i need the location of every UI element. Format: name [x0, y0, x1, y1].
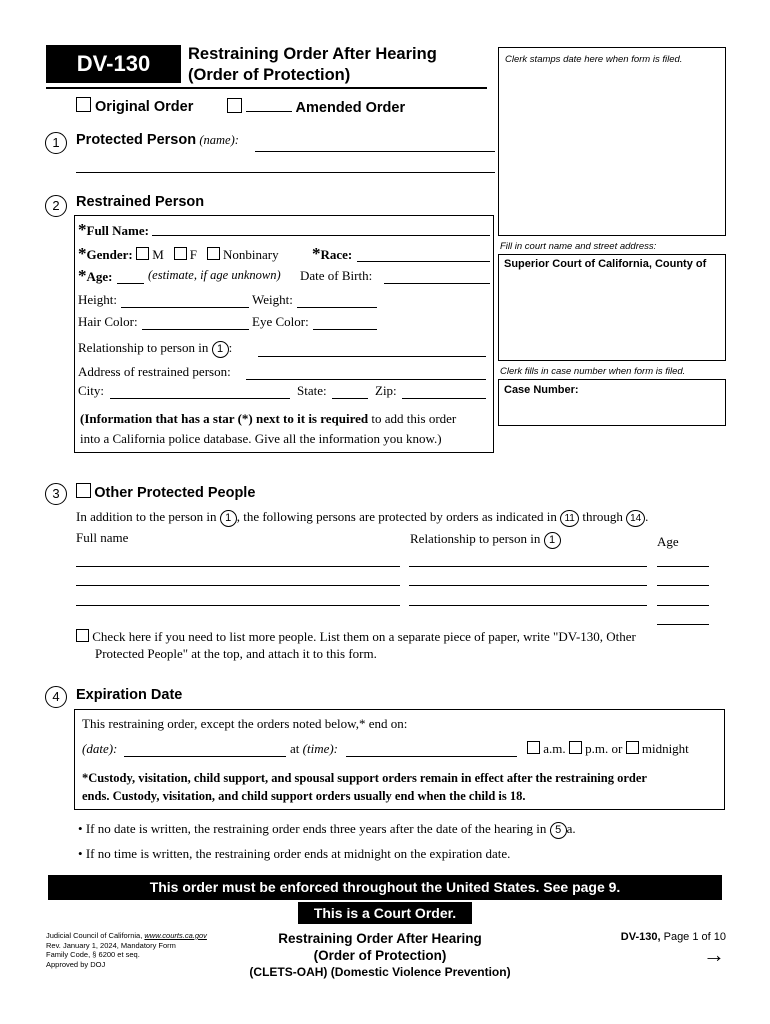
- enforce-banner-text: This order must be enforced throughout the United States. See page 9.: [149, 879, 621, 895]
- section-3-title: Other Protected People: [94, 485, 256, 501]
- at-time-row: [290, 741, 338, 757]
- bullet-1: • If no date is written, the restraining order ends three years after the date of the hearing in 5 a.: [78, 821, 576, 839]
- eye-line[interactable]: [313, 329, 377, 330]
- amended-order-label: Amended Order: [295, 100, 406, 116]
- section-4-title: Expiration Date: [76, 687, 183, 703]
- clerk-stamp-note: Clerk stamps date here when form is filed.: [505, 54, 683, 65]
- pm-label: p.m. or: [585, 741, 623, 756]
- section-3-intro: In addition to the person in 1 , the following persons are protected by orders as indicated in 11 through 14 .: [76, 509, 648, 527]
- col-age: Age: [657, 534, 679, 549]
- full-name-row: [78, 220, 149, 240]
- col-full-name: Full name: [76, 530, 129, 545]
- address-label: Address of restrained person:: [78, 364, 231, 379]
- gender-label: Gender:: [86, 247, 133, 262]
- expiration-time-line[interactable]: [346, 756, 517, 757]
- court-name-box[interactable]: [498, 254, 726, 361]
- intro-ref-1-icon: 1: [220, 510, 237, 527]
- custody-note-2: ends. Custody, visitation, and child support orders usually end when the child is 18.: [82, 789, 526, 803]
- footer-page-number: Page 1 of 10: [663, 931, 726, 943]
- amended-order-number-line[interactable]: [246, 99, 292, 112]
- gender-f-checkbox[interactable]: [174, 247, 187, 260]
- gender-star: *: [78, 244, 87, 263]
- protected-person-name-line2[interactable]: [76, 172, 495, 173]
- height-label: Height:: [78, 292, 117, 307]
- intro-text-a: In addition to the person in: [76, 509, 217, 524]
- time-period-row: [527, 741, 689, 757]
- expiration-date-line[interactable]: [124, 756, 286, 757]
- city-line[interactable]: [110, 398, 290, 399]
- age-label: Age:: [86, 269, 113, 284]
- col-relationship: [410, 531, 561, 549]
- more-people-text-1: Check here if you need to list more people. List them on a separate piece of paper, write "DV-130, Other: [92, 629, 636, 644]
- race-star: *: [312, 244, 321, 263]
- custody-note-1: *Custody, visitation, child support, and spousal support orders remain in effect after the restraining order: [82, 771, 647, 785]
- dob-line[interactable]: [384, 283, 490, 284]
- enforce-banner: [48, 875, 722, 900]
- section-2-number: 2: [45, 195, 67, 217]
- section-4-number: 4: [45, 686, 67, 708]
- weight-label: Weight:: [252, 292, 293, 307]
- pm-checkbox[interactable]: [569, 741, 582, 754]
- person-name-line-2[interactable]: [76, 585, 400, 586]
- court-name-note: Fill in court name and street address:: [500, 241, 657, 252]
- gender-f-label: F: [189, 247, 198, 262]
- court-name-label: Superior Court of California, County of: [504, 258, 707, 270]
- intro-text-c: through: [582, 509, 623, 524]
- expiration-line1: This restraining order, except the orders noted below,* end on:: [82, 716, 408, 731]
- footer-council: Judicial Council of California,: [46, 931, 143, 940]
- section-3-number: 3: [45, 483, 67, 505]
- midnight-checkbox[interactable]: [626, 741, 639, 754]
- more-people-text-2: Protected People" at the top, and attach it to this form.: [95, 646, 377, 661]
- race-label: Race:: [320, 247, 353, 262]
- gender-nonbinary-checkbox[interactable]: [207, 247, 220, 260]
- section-1-number: 1: [45, 132, 67, 154]
- gender-m-checkbox[interactable]: [136, 247, 149, 260]
- more-people-checkbox[interactable]: [76, 629, 89, 642]
- date-hint: (date):: [82, 741, 118, 756]
- original-order-checkbox[interactable]: [76, 97, 91, 112]
- section-1-title: Protected Person: [76, 132, 197, 148]
- height-line[interactable]: [121, 307, 249, 308]
- age-hint: (estimate, if age unknown): [148, 268, 281, 282]
- full-name-line[interactable]: [152, 235, 490, 236]
- footer-code: Family Code, § 6200 et seq.: [46, 950, 140, 959]
- race-line[interactable]: [357, 261, 490, 262]
- bullet-1-suffix: a.: [566, 821, 576, 836]
- race-row: [312, 244, 352, 264]
- form-id: DV-130: [76, 51, 151, 76]
- gender-row: [78, 244, 279, 264]
- amended-order-checkbox[interactable]: [227, 98, 242, 113]
- original-order-label: Original Order: [95, 99, 194, 115]
- person-age-line-1[interactable]: [657, 566, 709, 567]
- court-order-banner-text: This is a Court Order.: [313, 905, 457, 921]
- address-line[interactable]: [246, 379, 486, 380]
- bullet-2: • If no time is written, the restraining order ends at midnight on the expiration date.: [78, 846, 511, 861]
- other-protected-checkbox[interactable]: [76, 483, 91, 498]
- gender-m-label: M: [152, 247, 164, 262]
- form-title-line1: Restraining Order After Hearing: [188, 45, 437, 63]
- age-row: [78, 266, 113, 286]
- midnight-label: midnight: [641, 741, 689, 756]
- relationship-line[interactable]: [258, 356, 486, 357]
- city-label: City:: [78, 383, 105, 398]
- more-people-row: [76, 628, 636, 662]
- required-note-bold: (Information that has a star (*) next to it is required: [80, 411, 369, 426]
- gender-nonbinary-label: Nonbinary: [223, 247, 279, 262]
- person-rel-line-3[interactable]: [409, 605, 647, 606]
- dob-label: Date of Birth:: [300, 268, 373, 283]
- relationship-ref-icon: 1: [212, 341, 229, 358]
- bullet-1-text: If no date is written, the restraining order ends three years after the date of the hearing in: [85, 821, 547, 836]
- form-title-line2: (Order of Protection): [188, 66, 351, 84]
- section-1-title-row: [76, 132, 239, 148]
- full-name-star: *: [78, 220, 87, 239]
- section-3-title-row: [76, 483, 255, 501]
- full-name-label: Full Name:: [86, 223, 149, 238]
- required-note: [80, 409, 456, 449]
- col-relationship-label: Relationship to person in: [410, 531, 541, 546]
- section-1-name-hint: (name):: [199, 133, 239, 147]
- age-line[interactable]: [117, 283, 144, 284]
- person-rel-line-1[interactable]: [409, 566, 647, 567]
- amended-order-row: [227, 98, 405, 116]
- person-age-line-4[interactable]: [657, 624, 709, 625]
- court-order-banner: [298, 902, 472, 924]
- bullet-1-ref-icon: 5: [550, 822, 567, 839]
- relationship-label: Relationship to person in: [78, 340, 209, 355]
- footer-title: [230, 930, 530, 981]
- time-hint: (time):: [302, 741, 339, 756]
- footer-title-2: (Order of Protection): [313, 948, 447, 963]
- section-2-title: Restrained Person: [76, 194, 205, 210]
- intro-ref-11-icon: 11: [560, 510, 579, 527]
- am-label: a.m.: [543, 741, 566, 756]
- footer-left: [46, 931, 207, 969]
- case-number-label: Case Number:: [504, 384, 579, 396]
- footer-title-1: Restraining Order After Hearing: [278, 931, 482, 946]
- header-rule: [46, 87, 487, 89]
- relationship-row: Relationship to person in 1 :: [78, 340, 232, 358]
- intro-text-b: , the following persons are protected by orders as indicated in: [236, 509, 557, 524]
- required-note-line2: into a California police database. Give all the information you know.): [80, 431, 442, 446]
- order-type-row: [76, 97, 193, 115]
- hair-label: Hair Color:: [78, 314, 138, 329]
- intro-ref-14-icon: 14: [626, 510, 645, 527]
- person-age-line-2[interactable]: [657, 585, 709, 586]
- form-title: [188, 44, 437, 86]
- state-line[interactable]: [332, 398, 368, 399]
- person-age-line-3[interactable]: [657, 605, 709, 606]
- person-rel-line-2[interactable]: [409, 585, 647, 586]
- required-note-rest: to add this order: [368, 411, 457, 426]
- clerk-stamp-box: [498, 47, 726, 236]
- footer-form-id: DV-130,: [620, 931, 661, 943]
- protected-person-name-line[interactable]: [255, 151, 495, 152]
- col-relationship-ref-icon: 1: [544, 532, 561, 549]
- person-name-line-1[interactable]: [76, 566, 400, 567]
- am-checkbox[interactable]: [527, 741, 540, 754]
- state-label: State:: [297, 383, 327, 398]
- case-number-note: Clerk fills in case number when form is filed.: [500, 366, 686, 377]
- case-number-box[interactable]: [498, 379, 726, 426]
- person-name-line-3[interactable]: [76, 605, 400, 606]
- eye-label: Eye Color:: [252, 314, 309, 329]
- footer-approved: Approved by DOJ: [46, 959, 106, 969]
- next-page-arrow-icon[interactable]: →: [703, 942, 725, 967]
- hair-line[interactable]: [142, 329, 249, 330]
- age-star: *: [78, 266, 87, 285]
- zip-line[interactable]: [402, 398, 486, 399]
- footer-link[interactable]: www.courts.ca.gov: [144, 931, 207, 940]
- weight-line[interactable]: [297, 307, 377, 308]
- footer-rev: Rev. January 1, 2024, Mandatory Form: [46, 940, 176, 950]
- footer-title-3: (CLETS-OAH) (Domestic Violence Prevention): [249, 965, 511, 979]
- custody-note: [82, 769, 647, 805]
- bullet-2-text: If no time is written, the restraining order ends at midnight on the expiration date.: [85, 846, 511, 861]
- zip-label: Zip:: [375, 383, 397, 398]
- form-id-box: [46, 45, 181, 83]
- at-label: at: [290, 741, 300, 756]
